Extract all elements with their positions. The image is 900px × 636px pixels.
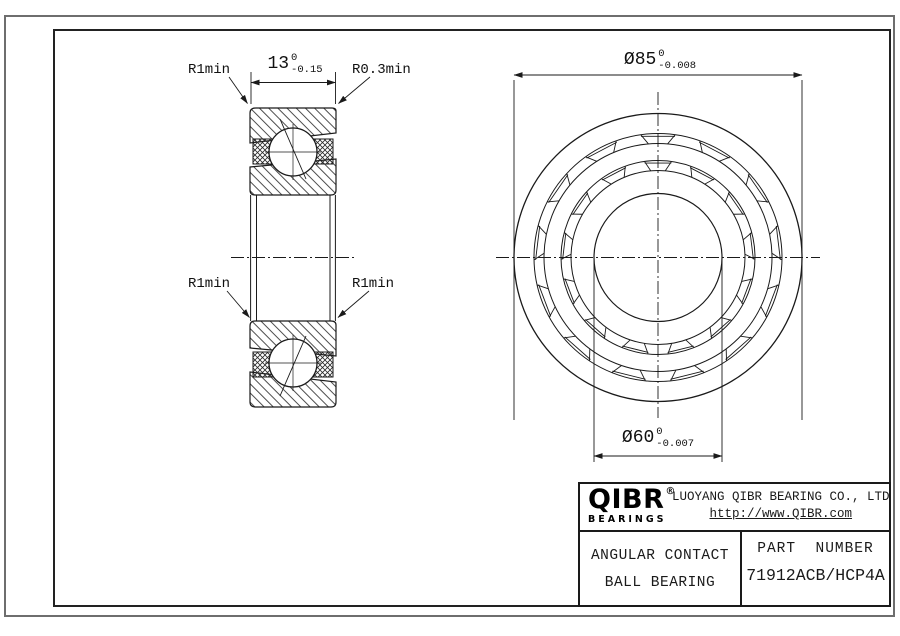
title-block-header-row <box>580 484 889 532</box>
cage-pocket-line <box>728 193 743 215</box>
radius-label-mid-right: R1min <box>352 276 395 292</box>
od-upper-tol: 0 <box>658 48 665 60</box>
title-block-detail-row <box>580 532 889 607</box>
cage-pocket-line <box>585 319 605 337</box>
radius-label-top-right: R0.3min <box>352 62 411 78</box>
company-website: http://www.QIBR.com <box>709 506 853 521</box>
cage-pocket-line <box>726 337 752 360</box>
leader-r1min-mid-right <box>338 291 369 318</box>
width-upper-tol: 0 <box>291 52 298 64</box>
cage-pocket-line <box>549 175 568 203</box>
cage-pocket-line <box>587 142 617 158</box>
bore-upper-tol: 0 <box>656 426 663 438</box>
section-top-half <box>250 108 336 195</box>
cage-pocket-line <box>699 142 729 158</box>
od-value: Ø85 <box>623 50 657 71</box>
leader-r1min-top <box>229 77 248 104</box>
product-line2: BALL BEARING <box>604 574 716 591</box>
bore-lower-tol: -0.007 <box>656 438 695 451</box>
front-view <box>496 75 820 462</box>
logo-text: QIBR <box>588 484 665 515</box>
leader-r1min-mid-left <box>227 291 250 318</box>
od-lower-tol: -0.008 <box>658 60 697 73</box>
company-logo <box>580 484 676 530</box>
part-number-cell <box>742 532 889 607</box>
company-info <box>672 484 890 530</box>
product-description-cell <box>580 532 742 607</box>
registered-mark-icon: ® <box>665 486 676 497</box>
cage-pocket-line <box>536 226 540 260</box>
section-bottom-half <box>250 321 336 407</box>
part-number-value: 71912ACB/HCP4A <box>746 566 885 585</box>
part-number-label: PART NUMBER <box>757 541 874 557</box>
cage-pocket-line <box>565 337 591 360</box>
radius-label-top-left: R1min <box>188 62 231 78</box>
width-value: 13 <box>267 54 290 75</box>
cage-pocket-line <box>565 279 574 304</box>
bore-silhouette-lines <box>251 195 336 321</box>
company-name: LUOYANG QIBR BEARING CO., LTD <box>672 490 890 504</box>
cage-pocket-line <box>776 226 780 260</box>
cage-pocket-line <box>711 319 731 337</box>
title-block <box>578 482 891 607</box>
leader-r03min-top <box>339 77 371 104</box>
product-line1: ANGULAR CONTACT <box>590 548 730 564</box>
cage-pocket-line <box>573 193 588 215</box>
radius-label-mid-left: R1min <box>188 276 231 292</box>
logo-tagline: BEARINGS <box>588 514 667 525</box>
cross-section-view <box>227 72 370 407</box>
width-dimension <box>251 72 336 104</box>
bore-value: Ø60 <box>621 428 655 449</box>
cage-pocket-line <box>742 279 751 304</box>
cage-pocket-line <box>748 175 767 203</box>
width-dimension-text <box>267 52 322 76</box>
od-dimension-text <box>624 48 696 72</box>
width-lower-tol: -0.15 <box>291 64 323 77</box>
bore-dimension-text <box>622 426 694 450</box>
